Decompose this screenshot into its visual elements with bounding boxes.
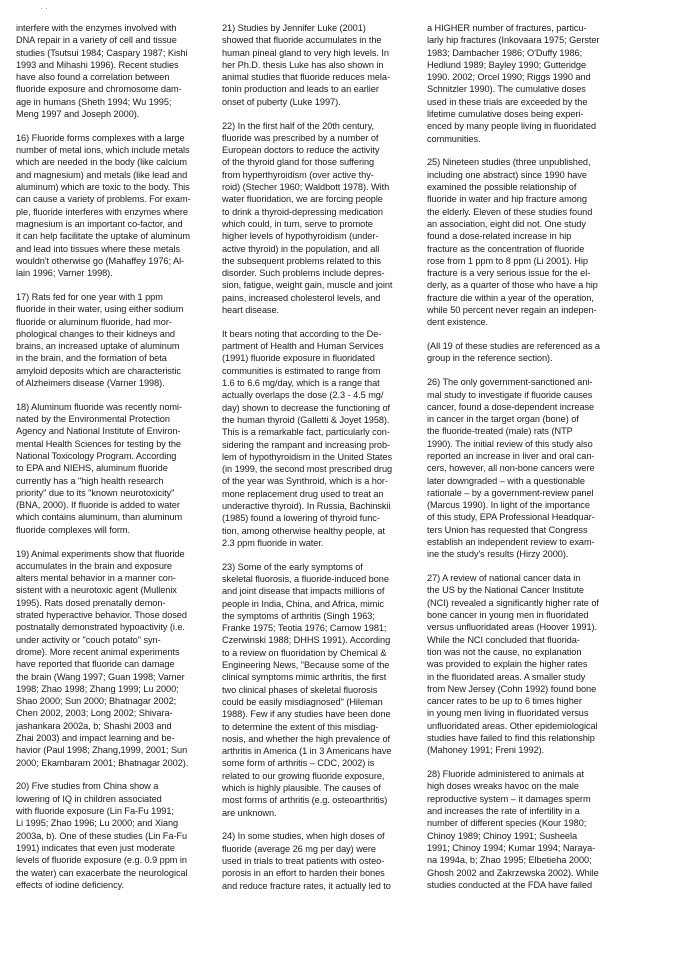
- paragraph-15-continued: interfere with the enzymes involved with DNA repair in a variety of cell and tissue studies (Tsutsui 1984; Caspary 1987; Kishi 1993 and Mihashi 1996). Recent studies have also found a correlation between fluoride exposure and chromosome dam- age in humans (Sheth 1994; Wu 1995; Meng 1997 and Joseph 2000).: [16, 23, 188, 120]
- paragraph-17: 17) Rats fed for one year with 1 ppm fluoride in their water, using either sodium fluoride or aluminum fluoride, had mor- phological changes to their kidneys and brains, an increased uptake of aluminum in the brain, and the formation of beta amyloid deposits which are characteristic of Alzheimers disease (Varner 1998).: [16, 291, 184, 389]
- page-top-mark: · ·: [40, 4, 48, 13]
- paragraph-25-note: (All 19 of these studies are referenced as a group in the reference section).: [427, 341, 600, 364]
- paragraph-22-note: It bears noting that according to the De- partment of Health and Human Services (1991) fluoride exposure in fluoridated communities is estimated to range from 1.6 to 6.6 mg/day, which is a range that actually overlaps the dose (2.3 - 4.5 mg/ day) shown to decrease the functioning of the human thyroid (Galletti & Joyet 1958). This is a remarkable fact, particularly con- sidering the rampant and increasing prob- lem of hypothyroidism in the United States (in 1999, the second most prescribed drug of the year was Synthroid, which is a hor- mone replacement drug used to treat an underactive thyroid). In Russia, Bachinskii (1985) found a lowering of thyroid func- tion, among otherwise healthy people, at 2.3 ppm fluoride in water.: [222, 328, 393, 548]
- text-column-1: [16, 22, 206, 903]
- paragraph-23: 23) Some of the early symptoms of skeletal fluorosis, a fluoride-induced bone and joint disease that impacts millions of people in India, China, and Africa, mimic the symptoms of arthritis (Singh 1963; Franke 1975; Teotia 1976; Carnow 1981; Czerwinski 1988; DHHS 1991). According to a review on fluoridation by Chemical & Engineering News, "Because some of the clinical symptoms mimic arthritis, the first two clinical phases of skeletal fluorosis could be easily misdiagnosed" (Hileman 1988). Few if any studies have been done to determine the extent of this misdiag- nosis, and whether the high prevalence of arthritis in America (1 in 3 Americans have some form of arthritis – CDC, 2002) is related to our growing fluoride exposure, which is highly plausible. The causes of most forms of arthritis (e.g. osteoarthritis) are unknown.: [222, 561, 392, 818]
- text-column-3: [427, 22, 617, 903]
- text-column-2: [222, 22, 412, 903]
- paragraph-28: 28) Fluoride administered to animals at high doses wreaks havoc on the male reproductive system – it damages sperm and increases the rate of infertility in a number of different species (Kour 1980; Chinoy 1989; Chinoy 1991; Susheela 1991; Chinoy 1994; Kumar 1994; Naraya- na 1994a, b; Zhao 1995; Elbetieha 2000; Ghosh 2002 and Zakrzewska 2002). While studies conducted at the FDA have failed: [427, 769, 599, 890]
- paragraph-19: 19) Animal experiments show that fluoride accumulates in the brain and exposure alters mental behavior in a manner con- sistent with a neurotoxic agent (Mullenix 1995). Rats dosed prenatally demon- strated hyperactive behavior. Those dosed postnatally demonstrated hypoactivity (i.e. under activity or "couch potato" syn- drome). More recent animal experiments have reported that fluoride can damage the brain (Wang 1997; Guan 1998; Varner 1998; Zhao 1998; Zhang 1999; Lu 2000; Shao 2000; Sun 2000; Bhatnagar 2002; Chen 2002, 2003; Long 2002; Shivara- jashankara 2002a, b; Shashi 2003 and Zhai 2003) and impact learning and be- havior (Paul 1998; Zhang,1999, 2001; Sun 2000; Ekambaram 2001; Bhatnagar 2002).: [16, 548, 189, 768]
- paragraph-27: 27) A review of national cancer data in the US by the National Cancer Institute (NCI) revealed a significantly higher rate of bone cancer in young men in fluoridated versus unfluoridated areas (Hoover 1991). While the NCI concluded that fluorida- tion was not the cause, no explanation was provided to explain the higher rates in the fluoridated areas. A smaller study from New Jersey (Cohn 1992) found bone cancer rates to be up to 6 times higher in young men living in fluoridated versus unfluoridated areas. Other epidemiological studies have failed to find this relationship (Mahoney 1991; Freni 1992).: [427, 573, 599, 756]
- paragraph-24-continued: a HIGHER number of fractures, particu- larly hip fractures (Inkovaara 1975; Gerster 1983; Dambacher 1986; O'Duffy 1986; Hedlund 1989; Bayley 1990; Gutteridge 1990. 2002; Orcel 1990; Riggs 1990 and Schnitzler 1990). The cumulative doses used in these trials are exceeded by the lifetime cumulative doses being experi- enced by many people living in fluoridated communities.: [427, 23, 600, 144]
- paragraph-25: 25) Nineteen studies (three unpublished, including one abstract) since 1990 have examined the possible relationship of fluoride in water and hip fracture among the elderly. Eleven of these studies found an association, eight did not. One study found a dose-related increase in hip fracture as the concentration of fluoride rose from 1 ppm to 8 ppm (Li 2001). Hip fracture is a very serious issue for the el- derly, as a quarter of those who have a hip fracture die within a year of the operation, while 50 percent never regain an indepen- dent existence.: [427, 157, 598, 328]
- paragraph-22: 22) In the first half of the 20th century, fluoride was prescribed by a number of European doctors to reduce the activity of the thyroid gland for those suffering from hyperthyroidism (over active thy- roid) (Stecher 1960; Waldbott 1978). With water fluoridation, we are forcing people to drink a thyroid-depressing medication which could, in turn, serve to promote higher levels of hypothyroidism (under- active thyroid) in the population, and all the subsequent problems related to this disorder. Such problems include depres- sion, fatigue, weight gain, muscle and joint pains, increased cholesterol levels, and heart disease.: [222, 120, 393, 316]
- paragraph-26: 26) The only government-sanctioned ani- mal study to investigate if fluoride causes cancer, found a dose-dependent increase in cancer in the target organ (bone) of the fluoride-treated (male) rats (NTP 1990). The initial review of this study also reported an increase in liver and oral can- cers, however, all non-bone cancers were later downgraded – with a questionable rationale – by a government-review panel (Marcus 1990). In light of the importance of this study, EPA Professional Headquar- ters Union has requested that Congress establish an independent review to exam- ine the study's results (Hirzy 2000).: [427, 377, 595, 560]
- paragraph-16: 16) Fluoride forms complexes with a large number of metal ions, which include metals which are needed in the body (like calcium and magnesium) and metals (like lead and aluminum) which are toxic to the body. This can cause a variety of problems. For exam- ple, fluoride interferes with enzymes where magnesium is an important co-factor, and it can help facilitate the uptake of aluminum and lead into tissues where these metals wouldn't otherwise go (Mahaffey 1976; Al- lain 1996; Varner 1998).: [16, 132, 191, 279]
- paragraph-20: 20) Five studies from China show a lowering of IQ in children associated with fluoride exposure (Lin Fa-Fu 1991; Li 1995; Zhao 1996; Lu 2000; and Xiang 2003a, b). One of these studies (Lin Fa-Fu 1991) indicates that even just moderate levels of fluoride exposure (e.g. 0.9 ppm in the water) can exacerbate the neurological effects of iodine deficiency.: [16, 781, 188, 890]
- paragraph-18: 18) Aluminum fluoride was recently nomi- nated by the Environmental Protection Agency and National Institute of Environ- mental Health Sciences for testing by the National Toxicology Program. According to EPA and NIEHS, aluminum fluoride currently has a "high health research priority" due to its "known neurotoxicity" (BNA, 2000). If fluoride is added to water which contains aluminum, than aluminum fluoride complexes will form.: [16, 401, 183, 535]
- paragraph-21: 21) Studies by Jennifer Luke (2001) showed that fluoride accumulates in the human pineal gland to very high levels. In her Ph.D. thesis Luke has also shown in animal studies that fluoride reduces mela- tonin production and leads to an earlier onset of puberty (Luke 1997).: [222, 23, 390, 107]
- paragraph-24: 24) In some studies, when high doses of fluoride (average 26 mg per day) were used in trials to treat patients with osteo- porosis in an effort to harden their bones and reduce fracture rates, it actually led to: [222, 831, 391, 891]
